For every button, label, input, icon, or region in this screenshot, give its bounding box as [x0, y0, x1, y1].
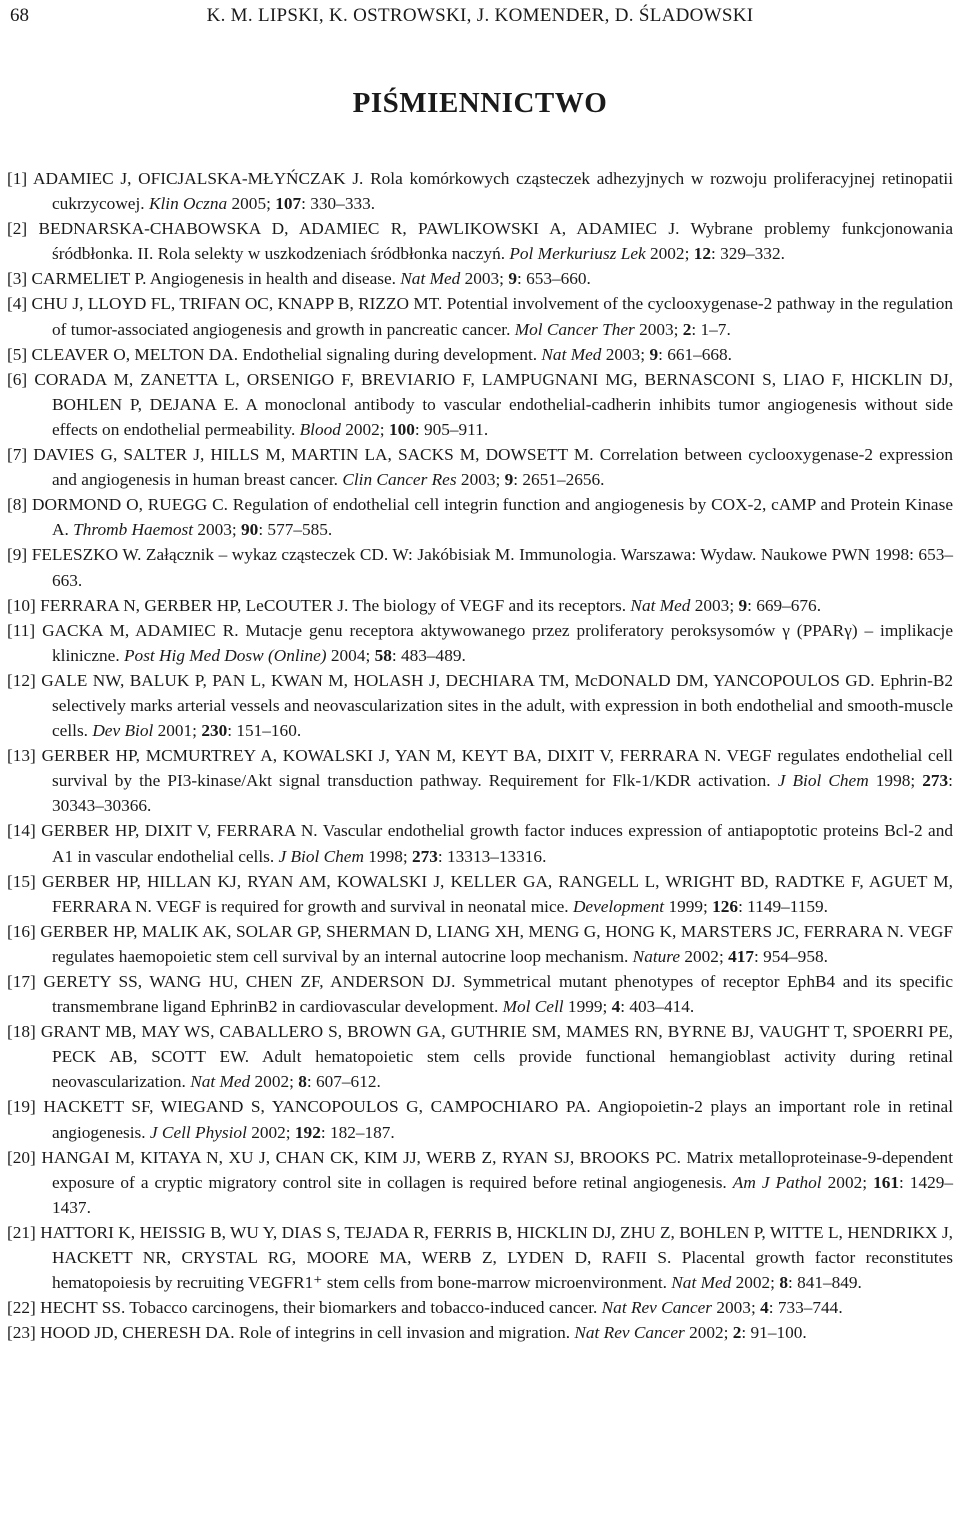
ref-year: 2001;	[157, 721, 197, 741]
reference-item	[7, 266, 953, 291]
ref-number: [12]	[7, 670, 36, 690]
ref-text: FERRARA N, GERBER HP, LeCOUTER J. The biology of VEGF and its receptors.	[40, 595, 627, 615]
ref-pages: : 329–332.	[710, 244, 785, 264]
ref-volume: 90	[241, 520, 259, 540]
reference-item	[7, 342, 953, 367]
ref-pages: : 653–660.	[516, 269, 591, 289]
ref-journal: Mol Cell	[502, 997, 564, 1017]
ref-number: [14]	[7, 821, 36, 841]
ref-number: [1]	[7, 169, 28, 188]
ref-number: [17]	[7, 972, 36, 991]
ref-volume: 58	[374, 645, 392, 665]
reference-item	[7, 618, 953, 668]
ref-number: [7]	[7, 445, 28, 465]
ref-text: DAVIES G, SALTER J, HILLS M, MARTIN LA, SACKS M, DOWSETT M. Correlation between cyclooxygenase-2 expression and angiogenesis in human breast cancer.	[33, 445, 953, 490]
page-number: 68	[10, 5, 29, 26]
ref-volume: 273	[411, 846, 438, 866]
ref-year: 1999;	[567, 997, 608, 1017]
ref-year: 2005;	[231, 194, 271, 214]
ref-text: HOOD JD, CHERESH DA. Role of integrins in cell invasion and migration.	[40, 1323, 571, 1343]
ref-volume: 4	[760, 1298, 769, 1318]
ref-year: 1998;	[875, 771, 916, 791]
ref-text: CLEAVER O, MELTON DA. Endothelial signaling during development.	[31, 344, 538, 364]
ref-text: GERBER HP, HILLAN KJ, RYAN AM, KOWALSKI J, KELLER GA, RANGELL L, WRIGHT BD, RADTKE F, AGUET M, FERRARA N. VEGF is required for growth and survival in neonatal mice.	[41, 871, 953, 916]
ref-text: GERBER HP, DIXIT V, FERRARA N. Vascular endothelial growth factor induces expression of antiapoptotic proteins Bcl-2 and A1 in vascular endothelial cells.	[41, 821, 953, 866]
ref-journal: Pol Merkuriusz Lek	[509, 244, 646, 264]
reference-item	[7, 818, 953, 868]
ref-text: BEDNARSKA-CHABOWSKA D, ADAMIEC R, PAWLIKOWSKI A, ADAMIEC J. Wybrane problemy funkcjonowania śródbłonka. II. Rola selekty w uszkodzeniach śródbłonka naczyń.	[38, 219, 953, 264]
ref-text: CHU J, LLOYD FL, TRIFAN OC, KNAPP B, RIZZO MT. Potential involvement of the cyclooxygenase-2 pathway in the regulation of tumor-associated angiogenesis and growth in pancreatic cancer.	[31, 294, 953, 339]
ref-text: FELESZKO W. Załącznik – wykaz cząsteczek CD. W: Jakóbisiak M. Immunologia. Warszawa: Wydaw. Naukowe PWN 1998: 653–663.	[31, 545, 953, 590]
ref-volume: 161	[873, 1172, 899, 1192]
ref-journal: Post Hig Med Dosw (Online)	[124, 645, 327, 665]
ref-pages: : 905–911.	[414, 419, 489, 439]
ref-pages: : 483–489.	[391, 645, 466, 665]
ref-number: [23]	[7, 1323, 36, 1343]
ref-volume: 107	[275, 194, 302, 214]
ref-pages: : 1429–1437.	[52, 1172, 954, 1217]
ref-pages: : 151–160.	[227, 721, 302, 741]
ref-year: 2003;	[464, 269, 504, 289]
ref-pages: : 182–187.	[320, 1122, 395, 1142]
running-head-authors: K. M. LIPSKI, K. OSTROWSKI, J. KOMENDER, D. ŚLADOWSKI	[206, 5, 754, 26]
ref-year: 1998;	[368, 846, 408, 866]
ref-year: 2003;	[694, 595, 735, 615]
reference-item	[7, 166, 953, 216]
reference-item	[7, 593, 953, 618]
ref-text: CARMELIET P. Angiogenesis in health and disease.	[31, 269, 396, 289]
ref-volume: 8	[779, 1273, 788, 1293]
ref-volume: 9	[738, 595, 748, 615]
reference-item	[7, 919, 953, 969]
reference-item	[7, 869, 953, 919]
ref-journal: J Biol Chem	[777, 771, 869, 791]
ref-volume: 2	[732, 1323, 742, 1343]
ref-text: GALE NW, BALUK P, PAN L, KWAN M, HOLASH J, DECHIARA TM, McDONALD DM, YANCOPOULOS GD. Ephrin-B2 selectively marks arterial vessels and neovascularization sites in the adult, with expression in both endothelial and smooth-muscle cells.	[41, 670, 953, 741]
reference-item	[7, 1220, 953, 1295]
ref-pages: : 403–414.	[620, 997, 695, 1017]
ref-journal: Nat Med	[630, 595, 691, 615]
reference-item	[7, 668, 953, 743]
ref-number: [9]	[7, 545, 28, 565]
ref-year: 2002;	[251, 1122, 291, 1142]
ref-text: GERBER HP, MCMURTREY A, KOWALSKI J, YAN M, KEYT BA, DIXIT V, FERRARA N. VEGF regulates endothelial cell survival by the PI3-kinase/Akt signal transduction pathway. Requirement for Flk-1/KDR activation.	[41, 746, 953, 791]
ref-volume: 9	[649, 344, 659, 364]
reference-item	[7, 1320, 953, 1345]
ref-number: [5]	[7, 344, 28, 364]
ref-volume: 126	[712, 896, 739, 916]
ref-pages: : 330–333.	[301, 194, 376, 214]
reference-item	[7, 291, 953, 341]
reference-item	[7, 1295, 953, 1320]
ref-text: ADAMIEC J, OFICJALSKA-MŁYŃCZAK J. Rola komórkowych cząsteczek adhezyjnych w rozwoju proliferacyjnej retinopatii cukrzycowej.	[32, 169, 953, 214]
ref-year: 2003;	[460, 470, 501, 490]
ref-year: 2002;	[650, 244, 690, 264]
ref-number: [3]	[7, 269, 28, 289]
ref-journal: J Biol Chem	[278, 846, 364, 866]
ref-year: 2002;	[684, 946, 724, 966]
ref-number: [10]	[7, 595, 36, 615]
ref-number: [11]	[7, 620, 36, 640]
reference-list	[7, 166, 953, 1345]
ref-number: [15]	[7, 871, 36, 891]
ref-number: [2]	[7, 219, 28, 239]
reference-item	[7, 743, 953, 818]
ref-number: [13]	[7, 746, 36, 766]
ref-number: [8]	[7, 495, 28, 515]
ref-journal: Nature	[632, 946, 681, 966]
ref-journal: Blood	[299, 419, 341, 439]
ref-journal: Nat Rev Cancer	[574, 1323, 685, 1343]
ref-pages: : 661–668.	[658, 344, 733, 364]
ref-year: 1999;	[668, 896, 708, 916]
ref-journal: J Cell Physiol	[149, 1122, 247, 1142]
ref-text: HACKETT SF, WIEGAND S, YANCOPOULOS G, CAMPOCHIARO PA. Angiopoietin-2 plays an important role in retinal angiogenesis.	[43, 1097, 953, 1142]
reference-item	[7, 1094, 953, 1144]
ref-pages: : 13313–13316.	[437, 846, 547, 866]
ref-pages: : 2651–2656.	[513, 470, 605, 490]
ref-year: 2002;	[735, 1273, 775, 1293]
ref-journal: Thromb Haemost	[73, 520, 193, 540]
ref-volume: 8	[298, 1072, 307, 1092]
ref-journal: Nat Med	[190, 1072, 251, 1092]
ref-number: [22]	[7, 1298, 36, 1318]
ref-pages: : 733–744.	[768, 1298, 843, 1318]
ref-volume: 12	[693, 244, 711, 264]
ref-journal: Dev Biol	[92, 721, 154, 741]
ref-year: 2003;	[716, 1298, 756, 1318]
ref-pages: : 1–7.	[691, 319, 731, 339]
ref-pages: : 669–676.	[747, 595, 822, 615]
ref-volume: 2	[682, 319, 692, 339]
ref-journal: Klin Oczna	[148, 194, 228, 214]
ref-text: HATTORI K, HEISSIG B, WU Y, DIAS S, TEJADA R, FERRIS B, HICKLIN DJ, ZHU Z, BOHLEN P, WITTE L, HENDRIKX J, HACKETT NR, CRYSTAL RG, MOORE MA, WERB Z, LYDEN D, RAFII S. Placental growth factor reconstitutes hematopoiesis by recruiting VEGFR1⁺ stem cells from bone-marrow microenvironment.	[40, 1222, 953, 1293]
reference-item	[7, 442, 953, 492]
ref-text: CORADA M, ZANETTA L, ORSENIGO F, BREVIARIO F, LAMPUGNANI MG, BERNASCONI S, LIAO F, HICKLIN DJ, BOHLEN P, DEJANA E. A monoclonal antibody to vascular endothelial-cadherin inhibits tumor angiogenesis without side effects on endothelial permeability.	[34, 369, 953, 439]
ref-number: [16]	[7, 921, 36, 941]
ref-number: [20]	[7, 1147, 36, 1167]
ref-text: HECHT SS. Tobacco carcinogens, their biomarkers and tobacco-induced cancer.	[40, 1298, 598, 1318]
ref-text: GRANT MB, MAY WS, CABALLERO S, BROWN GA, GUTHRIE SM, MAMES RN, BYRNE BJ, VAUGHT T, SPOERRI PE, PECK AB, SCOTT EW. Adult hematopoietic stem cells provide functional hemangioblast activity during retinal neovascularization.	[40, 1022, 954, 1092]
ref-volume: 192	[294, 1122, 321, 1142]
ref-volume: 230	[201, 721, 228, 741]
ref-journal: Nat Med	[541, 344, 602, 364]
ref-journal: Nat Med	[400, 269, 461, 289]
ref-year: 2004;	[330, 645, 371, 665]
ref-number: [6]	[7, 369, 28, 389]
reference-item	[7, 1019, 953, 1094]
reference-item	[7, 969, 953, 1019]
ref-text: GERBER HP, MALIK AK, SOLAR GP, SHERMAN D, LIANG XH, MENG G, HONG K, MARSTERS JC, FERRARA N. VEGF regulates haemopoietic stem cell survival by an internal autocrine loop mechanism.	[40, 921, 954, 966]
reference-item	[7, 367, 953, 442]
reference-item	[7, 1145, 953, 1220]
ref-number: [19]	[7, 1097, 36, 1117]
ref-text: DORMOND O, RUEGG C. Regulation of endothelial cell integrin function and angiogenesis by COX-2, cAMP and Protein Kinase A.	[32, 495, 953, 540]
reference-item	[7, 542, 953, 592]
ref-pages: : 954–958.	[754, 946, 828, 966]
ref-journal: Development	[572, 896, 665, 916]
ref-journal: Mol Cancer Ther	[514, 319, 635, 339]
ref-journal: Clin Cancer Res	[342, 470, 457, 490]
ref-year: 2002;	[254, 1072, 294, 1092]
ref-volume: 100	[388, 419, 415, 439]
ref-volume: 273	[922, 771, 949, 791]
ref-journal: Nat Rev Cancer	[601, 1298, 713, 1318]
ref-volume: 4	[611, 997, 621, 1017]
ref-pages: : 577–585.	[258, 520, 333, 540]
ref-volume: 9	[504, 470, 514, 490]
ref-pages: : 91–100.	[741, 1323, 807, 1343]
ref-volume: 9	[508, 269, 517, 289]
running-head	[0, 3, 960, 29]
ref-journal: Nat Med	[671, 1273, 732, 1293]
ref-year: 2003;	[197, 520, 237, 540]
ref-volume: 417	[728, 946, 754, 966]
ref-pages: : 1149–1159.	[738, 896, 828, 916]
ref-number: [4]	[7, 294, 28, 314]
ref-text: HANGAI M, KITAYA N, XU J, CHAN CK, KIM JJ, WERB Z, RYAN SJ, BROOKS PC. Matrix metalloproteinase-9-dependent exposure of a cryptic migratory control site in collagen is required before retinal angiogenesis.	[41, 1147, 954, 1192]
ref-year: 2002;	[827, 1172, 868, 1192]
ref-number: [18]	[7, 1022, 36, 1042]
ref-pages: : 607–612.	[306, 1072, 381, 1092]
ref-journal: Am J Pathol	[732, 1172, 822, 1192]
ref-year: 2003;	[605, 344, 646, 364]
ref-text: GERETY SS, WANG HU, CHEN ZF, ANDERSON DJ. Symmetrical mutant phenotypes of receptor EphB4 and its specific transmembrane ligand EphrinB2 in cardiovascular development.	[43, 972, 953, 1017]
ref-number: [21]	[7, 1222, 36, 1242]
ref-pages: : 841–849.	[787, 1273, 862, 1293]
ref-year: 2002;	[345, 419, 385, 439]
section-title: PIŚMIENNICTWO	[352, 87, 608, 119]
reference-item	[7, 492, 953, 542]
reference-item	[7, 216, 953, 266]
ref-pages: : 30343–30366.	[52, 771, 953, 816]
ref-text: GACKA M, ADAMIEC R. Mutacje genu receptora aktywowanego przez proliferatory peroksysomów γ (PPARγ) – implikacje kliniczne.	[42, 620, 953, 665]
ref-year: 2002;	[689, 1323, 729, 1343]
ref-year: 2003;	[639, 319, 679, 339]
